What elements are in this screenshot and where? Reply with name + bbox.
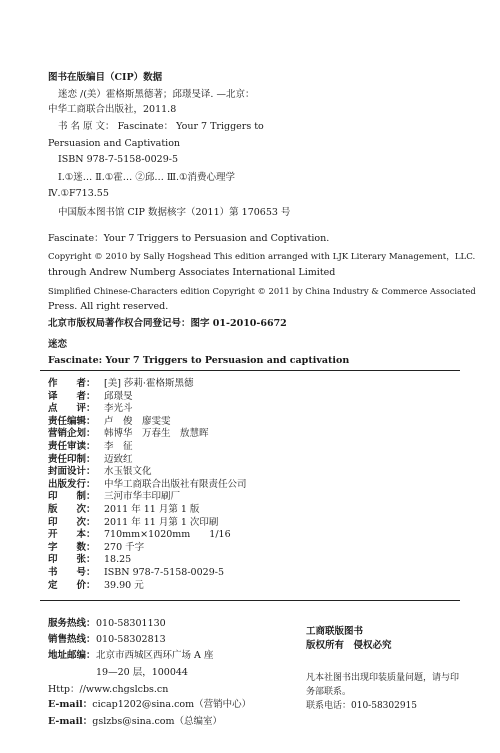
website-link[interactable]: Http：//www.chgslcbs.cn [48,684,169,695]
credit-row [48,542,144,554]
credit-label: 作 者： [48,378,96,389]
credit-value: 迈致红 [104,453,133,465]
email-marketing [48,699,251,711]
credit-value: 韩博华 万春生 敖慧晖 [104,428,209,440]
credit-label: 字 数： [48,541,96,553]
rights-phone: 联系电话：010-58302915 [306,701,418,711]
email-editorial-value[interactable]: gslzbs@sina.com（总编室） [92,716,223,727]
credit-row [48,403,133,415]
credit-row [48,391,133,403]
credit-row [48,529,231,541]
credit-label: 版 次： [48,504,96,515]
credit-row [48,479,247,491]
credit-value: [美] 莎莉·霍格斯黑德 [104,378,194,389]
rights-notice-2: 务部联系。 [306,687,352,697]
cip-line-5: ISBN 978-7-5158-0029-5 [58,154,178,165]
sales-hotline-label: 销售热线： [48,634,96,645]
credit-row [48,491,180,503]
credit-label: 开 本： [48,529,96,541]
credit-label: 点 评： [48,403,96,415]
copyright-registration: 北京市版权局著作权合同登记号：图字 01-2010-6672 [48,318,287,329]
credit-label: 责任印制： [48,453,96,465]
address-line-2: 19—20 层，100044 [96,667,188,678]
cip-heading: 图书在版编目（CIP）数据 [48,72,163,83]
credit-value: 2011 年 11 月第 1 版 [104,504,200,515]
credit-value: 卢 俊 廖雯雯 [104,415,171,427]
email-editorial-label: E-mail： [48,716,93,727]
credit-row [48,517,218,529]
credit-label: 责任编辑： [48,415,96,427]
service-hotline-label: 服务热线： [48,618,96,629]
credit-value: 水玉银文化 [104,466,152,478]
credit-value: 39.90 元 [104,579,144,591]
rights-notice-1: 凡本社图书出现印装质量问题，请与印 [306,673,460,683]
copyright-line-5: Press. All right reserved. [48,301,169,312]
credit-row [48,580,144,592]
credit-row [48,466,152,478]
sales-hotline-value: 010-58302813 [96,634,166,645]
credit-value: 中华工商联合出版社有限责任公司 [104,478,247,490]
copyright-line-3: through Andrew Numberg Associates International Limited [48,267,336,278]
credit-value: 李光斗 [104,403,133,415]
credit-row [48,567,224,579]
email-editorial [48,716,222,728]
cip-line-2: 中华工商联合出版社，2011.8 [48,104,177,115]
cip-line-4: Persuasion and Captivation [48,138,181,149]
cip-line-3: 书 名 原 文： Fascinate： Your 7 Triggers to [58,121,264,132]
credit-label: 出版发行： [48,478,96,490]
email-marketing-label: E-mail： [48,699,93,710]
copyright-line-2: Copyright © 2010 by Sally Hogshead This edition arranged with LJK Literary Management，LLC. [48,252,476,262]
credit-label: 定 价： [48,579,96,591]
credit-value: ISBN 978-7-5158-0029-5 [104,567,224,578]
service-hotline-value: 010-58301130 [96,618,166,629]
title-divider [40,370,460,371]
credits-divider [40,600,460,601]
credit-label: 封面设计： [48,466,96,478]
email-marketing-value[interactable]: cicap1202@sina.com（营销中心） [92,699,252,710]
credit-value: 2011 年 11 月第 1 次印刷 [104,516,219,528]
copyright-line-1: Fascinate：Your 7 Triggers to Persuasion and Coptivation. [48,233,330,244]
credit-value: 710mm×1020mm 1/16 [104,529,231,541]
credit-value: 邱璟旻 [104,390,133,402]
credit-row [48,441,133,453]
cn-title: 迷恋 [48,339,68,350]
credit-row [48,504,199,516]
rights-line: 版权所有 侵权必究 [306,640,392,651]
credit-label: 译 者： [48,390,96,402]
credit-label: 营销企划： [48,428,96,440]
credit-label: 印 次： [48,516,96,528]
cip-line-1: 迷恋 /(美）霍格斯黑德著；邱璟旻译. —北京： [58,89,255,100]
credit-row [48,428,209,440]
address-value: 北京市西城区西环广场 A 座 [96,650,214,661]
cip-line-8: 中国版本图书馆 CIP 数据核字（2011）第 170653 号 [58,207,291,218]
credit-value: 18.25 [104,554,132,566]
credit-label: 印 制： [48,491,96,503]
credit-row [48,416,171,428]
credit-row [48,378,193,390]
credit-row [48,554,131,566]
address [48,650,213,662]
cip-line-7: Ⅳ.①F713.55 [48,188,109,199]
sales-hotline [48,634,166,646]
credit-value: 三河市华丰印刷厂 [104,491,181,503]
credit-label: 印 张： [48,554,96,566]
credit-value: 270 千字 [104,541,145,553]
en-title: Fascinate: Your 7 Triggers to Persuasion and captivation [48,355,350,366]
copyright-line-4: Simplified Chinese-Characters edition Copyright © 2011 by China Industry & Commerce Associated [48,286,476,296]
address-label: 地址邮编： [48,650,96,661]
credit-row [48,454,133,466]
rights-title: 工商联版图书 [306,626,364,637]
service-hotline [48,618,166,630]
credit-value: 李 征 [104,441,133,452]
credit-label: 责任审读： [48,441,96,452]
cip-line-6: Ⅰ.①迷… Ⅱ.①霍… ②邱… Ⅲ.①消费心理学 [58,172,236,183]
credit-label: 书 号： [48,567,96,578]
